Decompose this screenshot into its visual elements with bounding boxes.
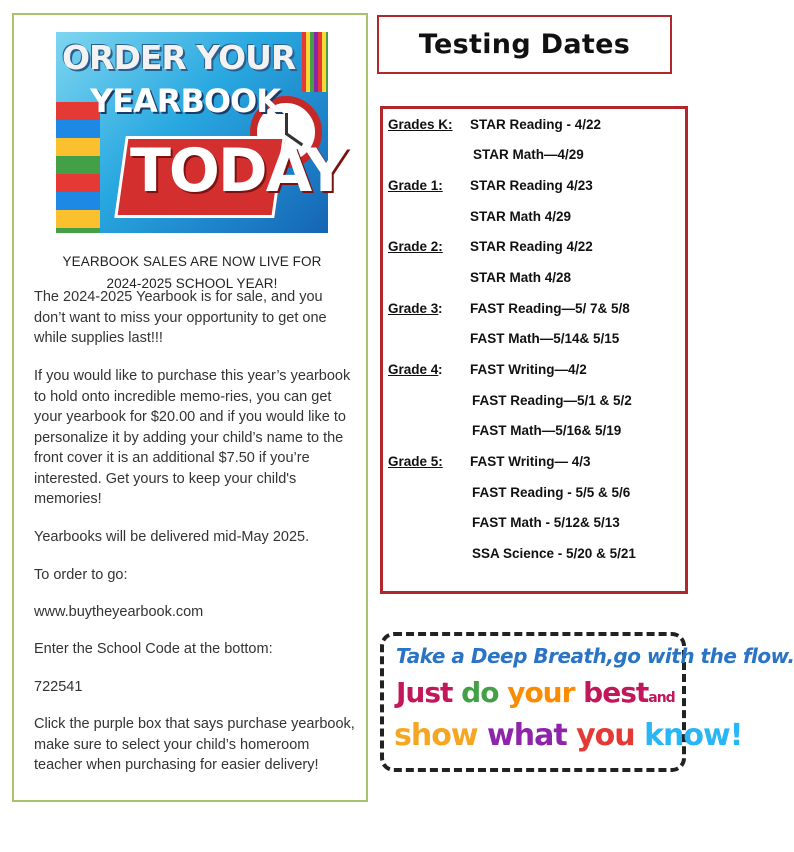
grade-label: Grade 3 xyxy=(388,301,439,316)
motivation-line-1: Take a Deep Breath,go with the flow. xyxy=(396,644,794,668)
testing-row xyxy=(383,117,685,139)
school-code-instruction: Enter the School Code at the bottom: xyxy=(34,641,273,657)
motivation-line-2 xyxy=(396,676,675,709)
grade-colon: : xyxy=(438,362,443,377)
test-date: FAST Math - 5/12& 5/13 xyxy=(472,515,620,530)
testing-dates-panel xyxy=(380,106,688,594)
order-url-link[interactable]: www.buytheyearbook.com xyxy=(34,604,204,620)
grade-label: Grade 4 xyxy=(388,362,439,377)
pencils-graphic xyxy=(302,32,328,92)
test-date: FAST Writing— 4/3 xyxy=(470,454,591,469)
yearbook-panel xyxy=(12,13,368,802)
testing-row xyxy=(383,362,685,384)
motivation-line-3 xyxy=(394,718,742,753)
testing-row xyxy=(383,301,685,323)
testing-row xyxy=(383,515,685,537)
test-date: FAST Reading—5/1 & 5/2 xyxy=(472,393,632,408)
testing-row xyxy=(383,393,685,415)
testing-row xyxy=(383,147,685,169)
banner-line-2: YEARBOOK xyxy=(90,82,281,120)
motivation-word: best xyxy=(583,676,649,709)
motivation-word: and xyxy=(648,690,675,706)
motivation-word: know! xyxy=(644,718,743,753)
motivation-word: what xyxy=(487,718,567,753)
banner-line-1: ORDER YOUR xyxy=(62,38,296,77)
grade-label: Grades K: xyxy=(388,117,453,132)
testing-row xyxy=(383,178,685,200)
school-code-value: 722541 xyxy=(34,679,83,695)
books-graphic xyxy=(56,102,100,233)
test-date: STAR Math—4/29 xyxy=(473,147,584,162)
testing-row xyxy=(383,546,685,568)
delivery-paragraph: Yearbooks will be delivered mid-May 2025. xyxy=(34,529,310,545)
motivation-word: Just xyxy=(396,676,453,709)
purchase-instructions-paragraph: Click the purple box that says purchase yearbook, make sure to select your child’s homeroom teacher when purchasing for easier delivery! xyxy=(34,716,355,773)
yearbook-intro-paragraph: The 2024-2025 Yearbook is for sale, and you don’t want to miss your opportunity to get one while supplies last!!! xyxy=(34,289,327,346)
testing-dates-title: Testing Dates xyxy=(418,29,631,60)
banner-line-3: TODAY xyxy=(130,136,346,206)
test-date: FAST Writing—4/2 xyxy=(470,362,587,377)
test-date: STAR Reading 4/22 xyxy=(470,239,593,254)
test-date: SSA Science - 5/20 & 5/21 xyxy=(472,546,636,561)
testing-dates-title-box xyxy=(377,15,672,74)
grade-label: Grade 2: xyxy=(388,239,443,254)
motivation-word: you xyxy=(576,718,635,753)
test-date: STAR Reading 4/23 xyxy=(470,178,593,193)
testing-row xyxy=(383,270,685,292)
test-date: STAR Reading - 4/22 xyxy=(470,117,602,132)
yearbook-banner-image xyxy=(56,32,346,233)
testing-row xyxy=(383,485,685,507)
motivation-word: show xyxy=(394,718,478,753)
grade-label: Grade 1: xyxy=(388,178,443,193)
test-date: STAR Math 4/28 xyxy=(470,270,572,285)
test-date: FAST Math—5/16& 5/19 xyxy=(472,423,622,438)
testing-row xyxy=(383,331,685,353)
motivational-graphic xyxy=(380,632,794,772)
headline-line-1: YEARBOOK SALES ARE NOW LIVE FOR xyxy=(62,254,322,269)
test-date: FAST Math—5/14& 5/15 xyxy=(470,331,620,346)
test-date: FAST Reading - 5/5 & 5/6 xyxy=(472,485,631,500)
testing-row xyxy=(383,209,685,231)
testing-row xyxy=(383,423,685,445)
motivation-word: do xyxy=(461,676,499,709)
testing-row xyxy=(383,454,685,476)
grade-colon: : xyxy=(438,301,443,316)
order-intro-paragraph: To order to go: xyxy=(34,567,128,583)
test-date: FAST Reading—5/ 7& 5/8 xyxy=(470,301,630,316)
motivation-word: your xyxy=(507,676,575,709)
grade-label: Grade 5: xyxy=(388,454,443,469)
headline-line-2: 2024-2025 SCHOOL YEAR! xyxy=(106,276,278,291)
yearbook-pricing-paragraph: If you would like to purchase this year’s yearbook to hold onto incredible memo-ries, you can get your yearbook for $20.00 and if you would like to personalize it by adding your child’s name to the front cover it is an additional $7.50 if you’re interested. Get yours to keep your child's memories! xyxy=(34,368,351,507)
test-date: STAR Math 4/29 xyxy=(470,209,572,224)
testing-row xyxy=(383,239,685,261)
